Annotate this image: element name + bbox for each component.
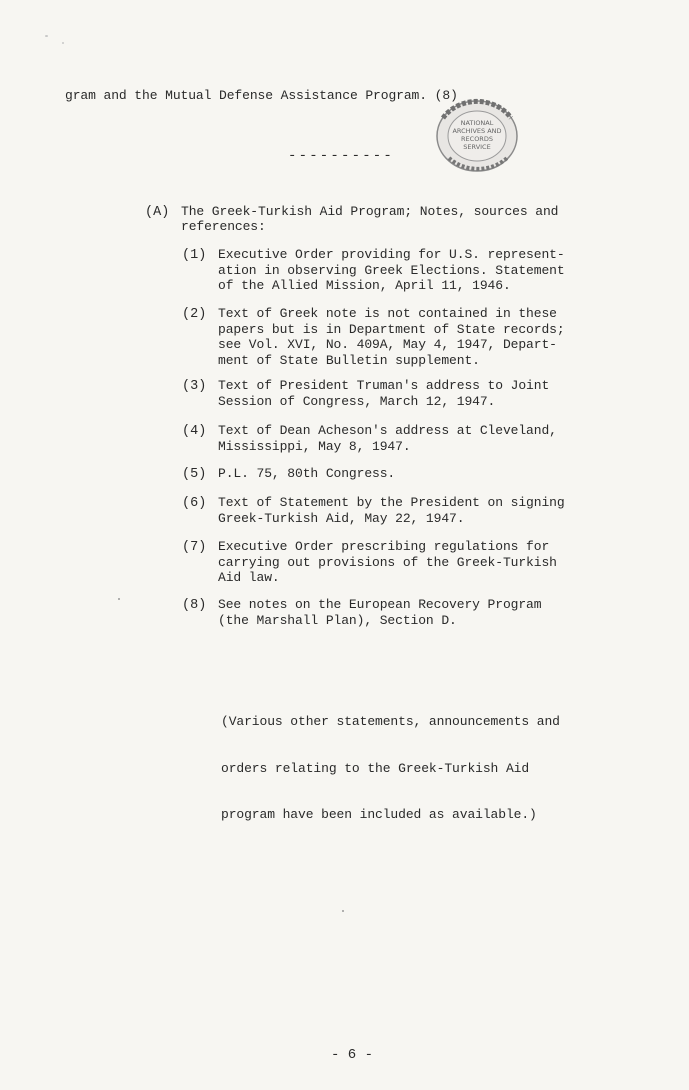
reference-text-line: Text of Statement by the President on signing bbox=[218, 495, 565, 510]
reference-text-line: Mississippi, May 8, 1947. bbox=[218, 438, 411, 454]
stamp-line-4: SERVICE bbox=[463, 143, 491, 151]
reference-text-line: Aid law. bbox=[218, 570, 280, 585]
reference-text-line: ment of State Bulletin supplement. bbox=[218, 352, 480, 368]
speck bbox=[342, 910, 344, 912]
reference-number: (5) bbox=[182, 467, 207, 482]
reference-text-line: Greek-Turkish Aid, May 22, 1947. bbox=[218, 510, 465, 526]
note-block bbox=[221, 683, 560, 854]
speck bbox=[45, 35, 48, 37]
reference-number: (6) bbox=[182, 496, 207, 511]
reference-number: (1) bbox=[182, 248, 207, 263]
reference-text-line: Text of Greek note is not contained in these bbox=[218, 306, 557, 321]
speck bbox=[62, 42, 64, 44]
reference-text-line: papers but is in Department of State records; bbox=[218, 321, 565, 337]
note-line: orders relating to the Greek-Turkish Aid bbox=[221, 760, 530, 776]
stamp-line-1: NATIONAL bbox=[460, 119, 494, 127]
reference-number: (8) bbox=[182, 598, 207, 613]
note-line: program have been included as available.) bbox=[221, 807, 537, 822]
reference-text-line: Executive Order providing for U.S. represent- bbox=[218, 247, 565, 262]
reference-text-line: Text of President Truman's address to Joint bbox=[218, 378, 550, 393]
reference-text-line: see Vol. XVI, No. 409A, May 4, 1947, Depart- bbox=[218, 337, 557, 352]
note-line: (Various other statements, announcements and bbox=[221, 714, 560, 729]
stamp-line-3: RECORDS bbox=[461, 135, 493, 143]
reference-text-line: (the Marshall Plan), Section D. bbox=[218, 612, 457, 628]
reference-text-line: P.L. 75, 80th Congress. bbox=[218, 466, 396, 481]
section-title-line-2: references: bbox=[181, 219, 266, 234]
archives-seal-icon bbox=[433, 98, 521, 174]
reference-number: (7) bbox=[182, 540, 207, 555]
page-number: - 6 - bbox=[331, 1047, 374, 1063]
stamp-line-2: ARCHIVES AND bbox=[452, 127, 502, 135]
reference-text-line: of the Allied Mission, April 11, 1946. bbox=[218, 278, 511, 293]
section-title-line-1: The Greek-Turkish Aid Program; Notes, sources and bbox=[181, 204, 559, 219]
reference-text-line: ation in observing Greek Elections. Statement bbox=[218, 262, 565, 278]
reference-text-line: carrying out provisions of the Greek-Turkish bbox=[218, 554, 557, 570]
reference-text-line: See notes on the European Recovery Program bbox=[218, 597, 542, 612]
reference-text-line: Session of Congress, March 12, 1947. bbox=[218, 393, 496, 409]
reference-number: (4) bbox=[182, 424, 207, 439]
section-label: (A) bbox=[145, 205, 170, 220]
reference-text-line: Executive Order prescribing regulations for bbox=[218, 539, 550, 554]
reference-text-line: Text of Dean Acheson's address at Cleveland, bbox=[218, 423, 557, 438]
speck bbox=[118, 598, 120, 600]
reference-number: (3) bbox=[182, 379, 207, 394]
header-line: gram and the Mutual Defense Assistance Program. (8) bbox=[65, 88, 458, 103]
separator: ---------- bbox=[288, 148, 395, 164]
reference-number: (2) bbox=[182, 307, 207, 322]
